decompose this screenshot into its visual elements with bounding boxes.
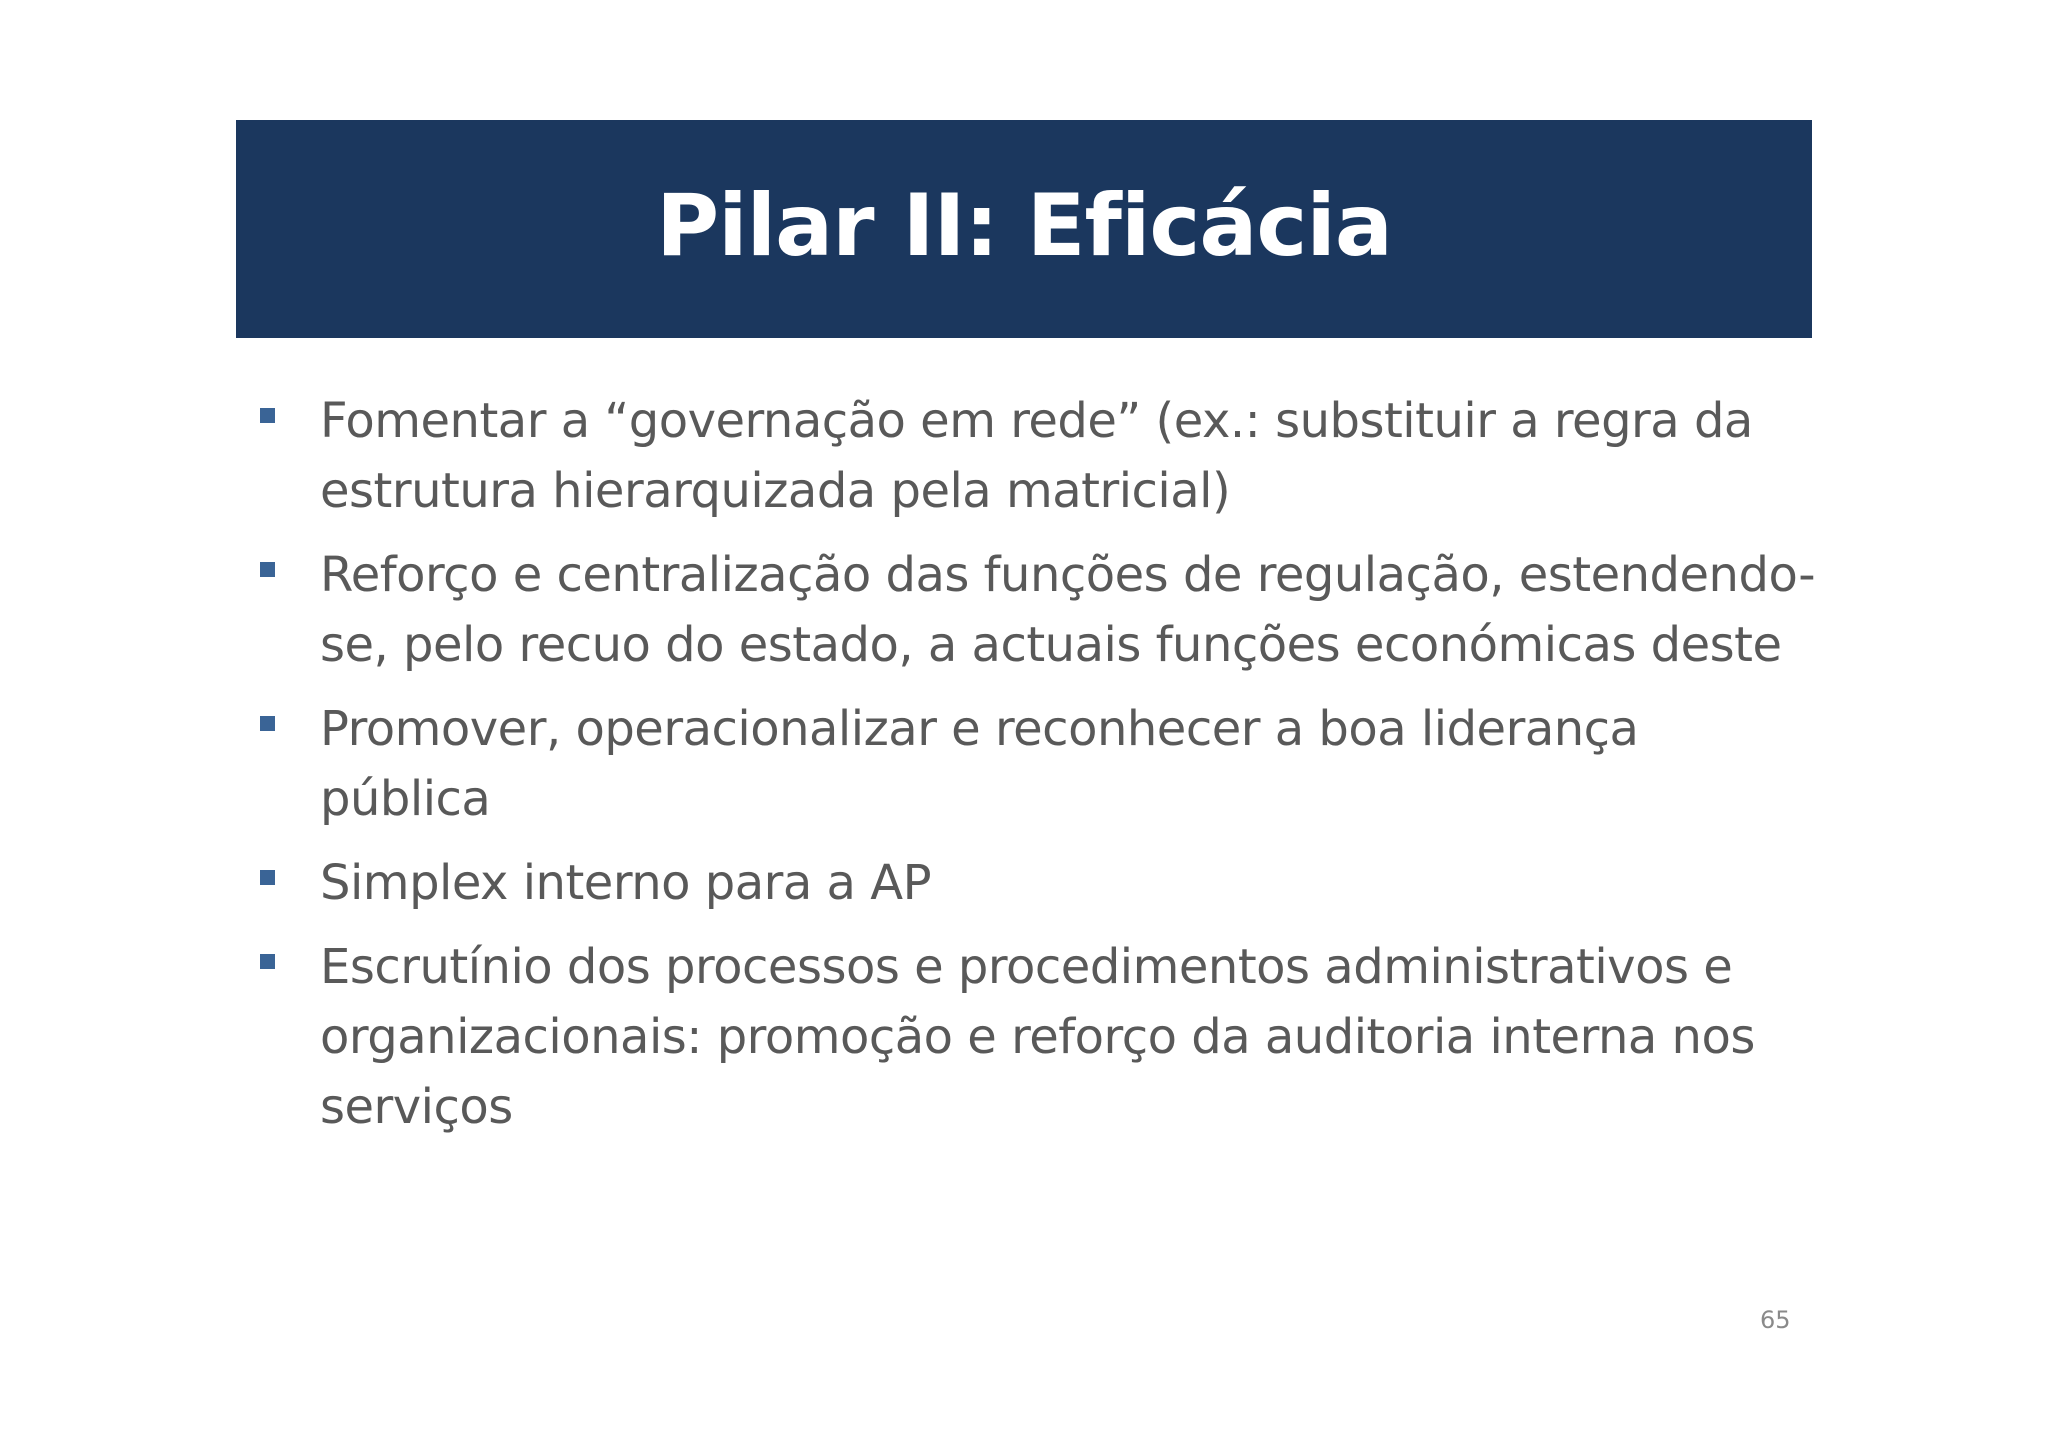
bullet-item — [256, 386, 1816, 526]
bullet-text: Reforço e centralização das funções de regulação, estendendo-se, pelo recuo do estado, a actuais funções económicas deste — [320, 547, 1816, 673]
bullet-item — [256, 848, 1816, 918]
square-bullet-icon — [260, 408, 275, 423]
bullet-item — [256, 932, 1816, 1142]
bullet-list — [256, 386, 1816, 1156]
slide-title: Pilar II: Eficácia — [656, 176, 1392, 276]
page-number: 65 — [1760, 1306, 1791, 1334]
square-bullet-icon — [260, 716, 275, 731]
square-bullet-icon — [260, 562, 275, 577]
bullet-text: Fomentar a “governação em rede” (ex.: substituir a regra da estrutura hierarquizada pela matricial) — [320, 393, 1753, 519]
bullet-item — [256, 540, 1816, 680]
bullet-text: Promover, operacionalizar e reconhecer a boa liderança pública — [320, 701, 1639, 827]
bullet-item — [256, 694, 1816, 834]
bullet-text: Escrutínio dos processos e procedimentos administrativos e organizacionais: promoção e reforço da auditoria interna nos serviços — [320, 939, 1755, 1135]
square-bullet-icon — [260, 870, 275, 885]
title-bar — [236, 120, 1812, 338]
square-bullet-icon — [260, 954, 275, 969]
bullet-text: Simplex interno para a AP — [320, 855, 932, 911]
